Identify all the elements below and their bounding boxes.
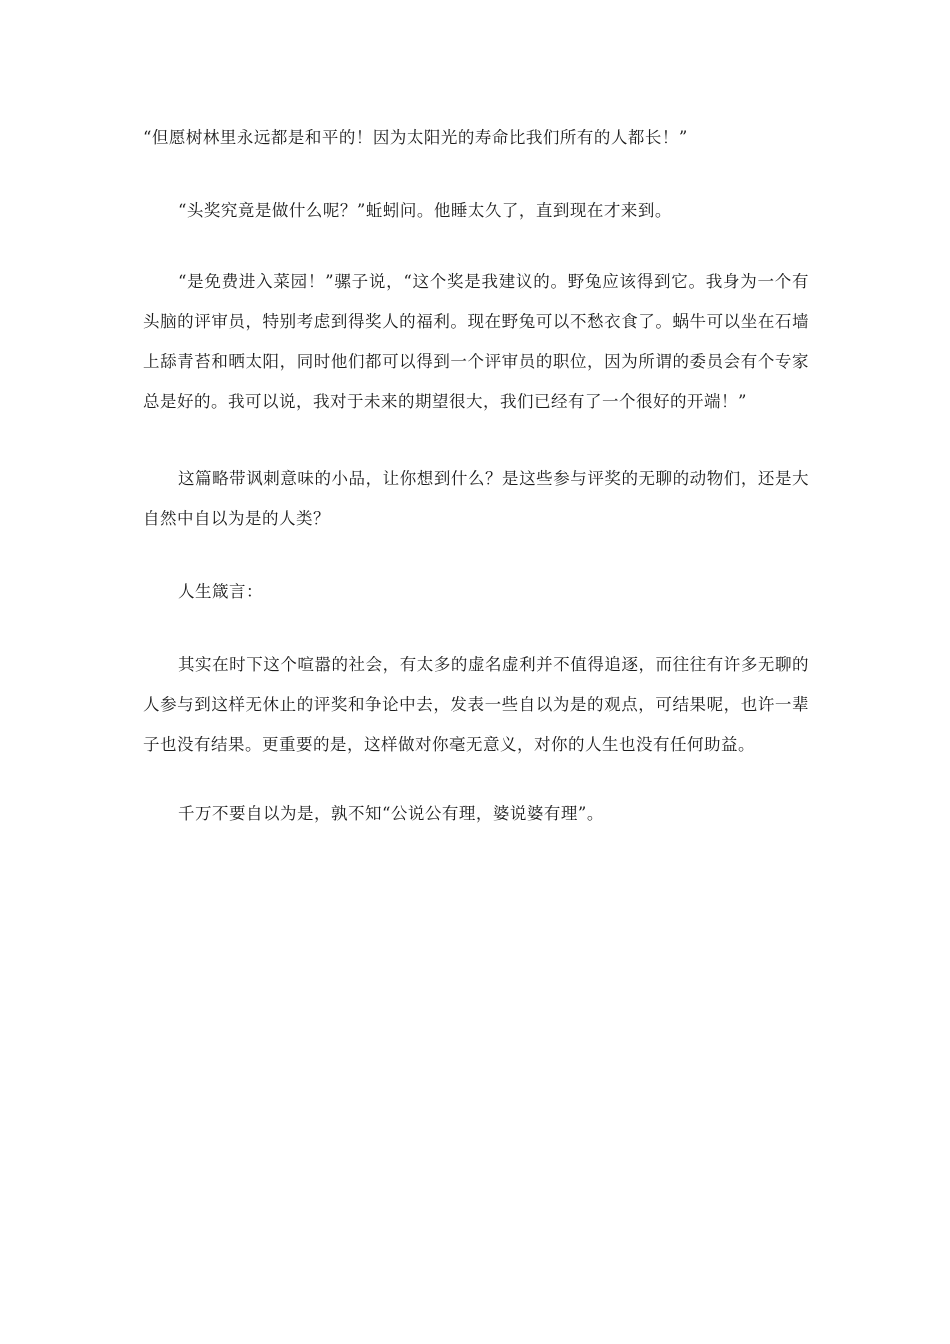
paragraph-closing (143, 794, 809, 834)
paragraph-text: 其实在时下这个喧嚣的社会，有太多的虚名虚利并不值得追逐，而往往有许多无聊的人参与到这样无休止的评奖和争论中去，发表一些自以为是的观点，可结果呢，也许一辈子也没有结果。更重要的是，这样做对你毫无意义，对你的人生也没有任何助益。 (143, 655, 809, 754)
paragraph-text: “是免费进入菜园！”骡子说，“这个奖是我建议的。野兔应该得到它。我身为一个有头脑的评审员，特别考虑到得奖人的福利。现在野兔可以不愁衣食了。蜗牛可以坐在石墙上舔青苔和晒太阳，同时他们都可以得到一个评审员的职位，因为所谓的委员会有个专家总是好的。我可以说，我对于未来的期望很大，我们已经有了一个很好的开端！” (143, 272, 809, 411)
paragraph-text: 千万不要自以为是，孰不知“公说公有理，婆说婆有理”。 (178, 804, 604, 823)
paragraph-quote-peace (143, 118, 809, 158)
paragraph-reflection (143, 459, 809, 539)
section-heading-life-motto (143, 572, 809, 612)
paragraph-text: 这篇略带讽刺意味的小品，让你想到什么？是这些参与评奖的无聊的动物们，还是大自然中自以为是的人类？ (143, 469, 809, 528)
paragraph-text: “但愿树林里永远都是和平的！因为太阳光的寿命比我们所有的人都长！” (143, 128, 688, 147)
paragraph-text: 人生箴言： (178, 582, 263, 601)
paragraph-mule-speech (143, 262, 809, 422)
paragraph-earthworm-question (143, 191, 809, 231)
paragraph-text: “头奖究竟是做什么呢？”蚯蚓问。他睡太久了，直到现在才来到。 (178, 201, 672, 220)
paragraph-motto-body (143, 645, 809, 765)
